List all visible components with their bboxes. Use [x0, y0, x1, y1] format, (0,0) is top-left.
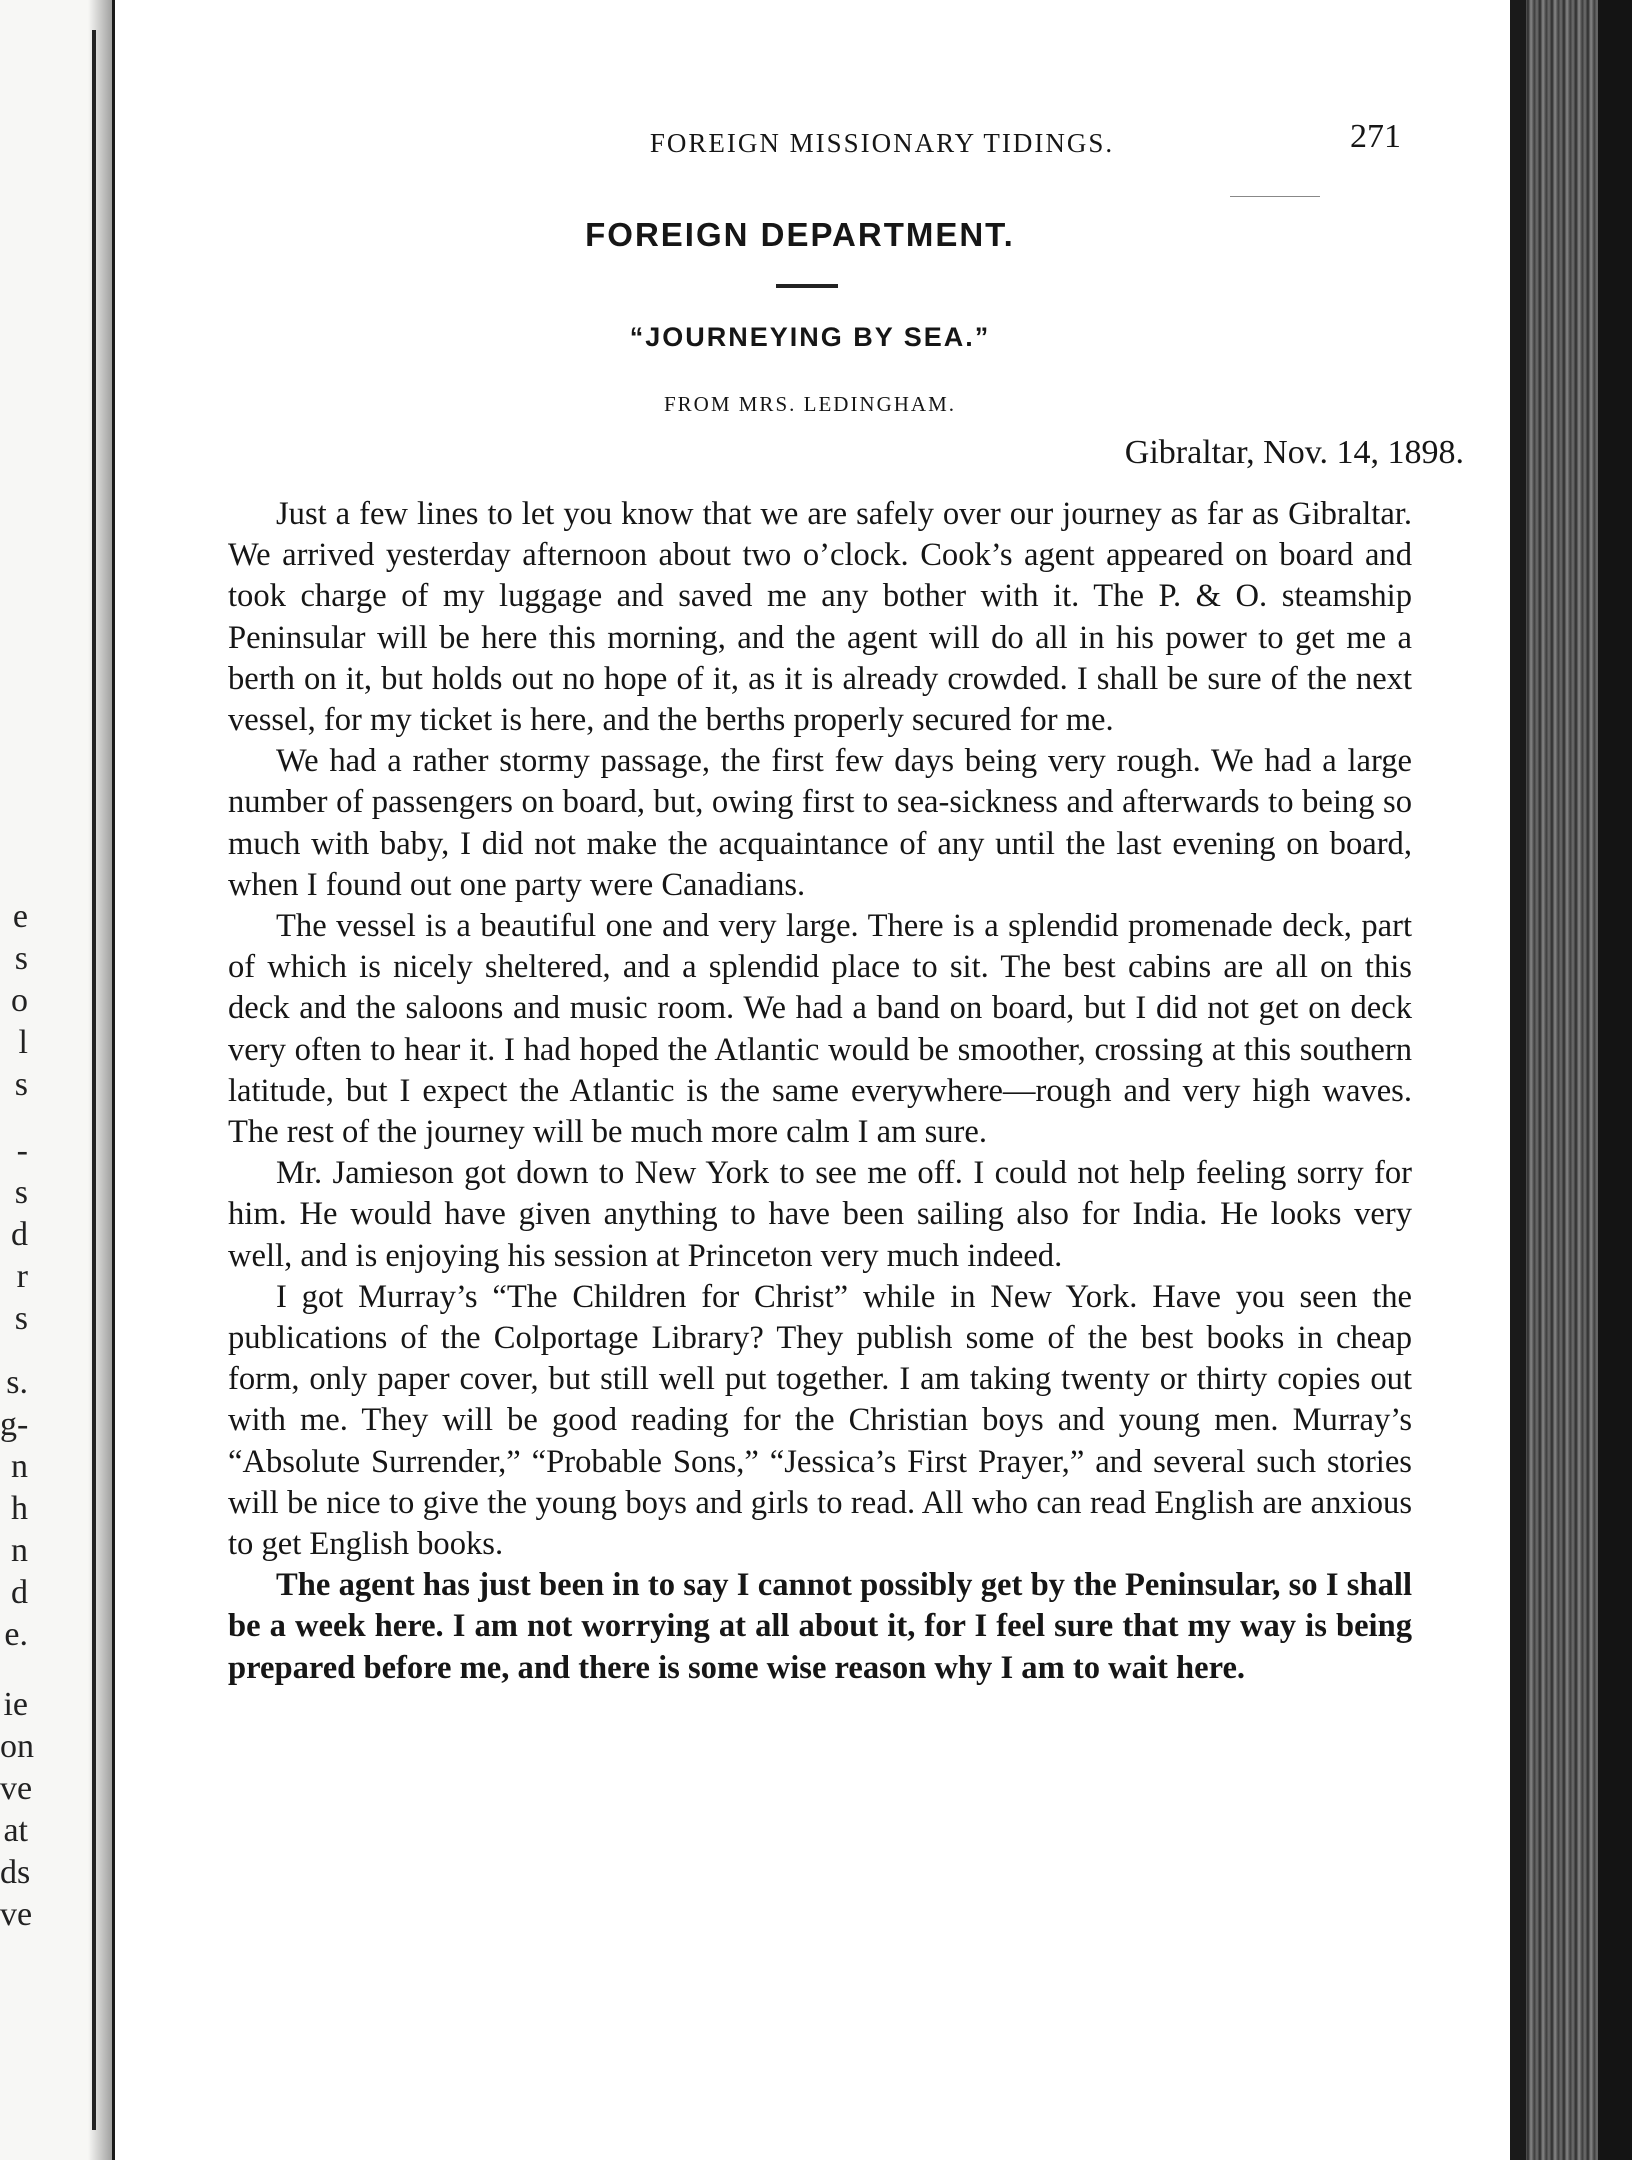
dateline: Gibraltar, Nov. 14, 1898. — [1124, 434, 1464, 471]
book-cover — [1598, 0, 1632, 2160]
facing-page-fragment: at — [3, 1812, 28, 1849]
paragraph: I got Murray’s “The Children for Christ” while in New York. Have you seen the publications of the Colportage Library? They publish some of the best books in cheap form, only paper cover, but still well put together. I am taking twenty or thirty copies out with me. They will be good reading for the Christian boys and young men. Murray’s “Absolute Surrender,” “Probable Sons,” “Jessica’s First Prayer,” and several such stories will be nice to give the young boys and girls to read. All who can read English are anxious to get English books. — [228, 1278, 1412, 1563]
facing-page-fragment: d — [11, 1574, 28, 1611]
page-stack-shadow — [1510, 0, 1526, 2160]
facing-page-fragment: ve — [0, 1770, 33, 1807]
facing-page-fragment: ve — [0, 1896, 33, 1933]
paragraph: The vessel is a beautiful one and very large. There is a splendid promenade deck, part of which is nicely sheltered, and a splendid place to sit. The best cabins are all on this deck and the saloons and music room. We had a band on board, but I did not get on deck very often to hear it. I had hoped the Atlantic would be smoother, crossing at this southern latitude, but I expect the Atlantic is the same everywhere—rough and very high waves. The rest of the journey will be much more calm I am sure. — [228, 908, 1412, 1151]
facing-page-fragment: s — [14, 1066, 28, 1103]
facing-page-fragment: n — [11, 1532, 28, 1569]
header-rule — [1230, 196, 1320, 197]
paragraph: The agent has just been in to say I cannot possibly get by the Peninsular, so I shall be a week here. I am not worrying at all about it, for I feel sure that my way is being prepared before me, and there is some wise reason why I am to wait here. — [228, 1567, 1412, 1686]
facing-page-fragment: ds — [0, 1854, 31, 1891]
paragraph: Just a few lines to let you know that we are safely over our journey as far as Gibraltar. We arrived yesterday afternoon about two o’clock. Cook’s agent appeared on board and took charge of my luggage and saved me any bother with it. The P. & O. steamship Peninsular will be here this morning, and the agent will do all in his power to get me a berth on it, but holds out no hope of it, as it is already crowded. I shall be sure of the next vessel, for my ticket is here, and the berths properly secured for me. — [228, 496, 1412, 739]
facing-page-fragment: ie — [3, 1686, 28, 1723]
facing-page-border — [92, 30, 96, 2130]
facing-page-fragment: - — [16, 1132, 28, 1169]
facing-page-fragment: o — [11, 982, 28, 1019]
facing-page-fragment: e — [12, 898, 28, 935]
facing-page-fragment: e. — [4, 1616, 28, 1653]
page — [140, 0, 1510, 2160]
page-number: 271 — [1350, 118, 1401, 155]
facing-page-fragment: s. — [6, 1364, 28, 1401]
facing-page-fragment: h — [11, 1490, 28, 1527]
facing-page-fragment: r — [16, 1258, 28, 1295]
facing-page-fragment: s — [14, 940, 28, 977]
running-head: FOREIGN MISSIONARY TIDINGS. — [649, 128, 1115, 158]
facing-page-fragment: s — [14, 1174, 28, 1211]
facing-page-edge — [0, 0, 115, 2160]
facing-page-fragment: n — [11, 1448, 28, 1485]
byline: FROM MRS. LEDINGHAM. — [663, 392, 957, 416]
facing-page-fragment: d — [11, 1216, 28, 1253]
facing-page-fragment: s — [14, 1300, 28, 1337]
section-title: FOREIGN DEPARTMENT. — [585, 216, 1015, 253]
book-edge — [1510, 0, 1632, 2160]
facing-page-fragment: l — [18, 1024, 28, 1061]
article-body — [228, 494, 1412, 1689]
facing-page-fragment: on — [0, 1728, 34, 1765]
paragraph: Mr. Jamieson got down to New York to see me off. I could not help feeling sorry for him. He would have given anything to have been sailing also for India. He looks very well, and is enjoying his session at Princeton very much indeed. — [228, 1155, 1412, 1274]
article-title: “JOURNEYING BY SEA.” — [629, 322, 991, 352]
facing-page-fragment: g- — [0, 1406, 29, 1443]
title-divider — [776, 284, 838, 288]
paragraph: We had a rather stormy passage, the first few days being very rough. We had a large number of passengers on board, but, owing first to sea-sickness and afterwards to being so much with baby, I did not make the acquaintance of any until the last evening on board, when I found out one party were Canadians. — [228, 743, 1412, 903]
